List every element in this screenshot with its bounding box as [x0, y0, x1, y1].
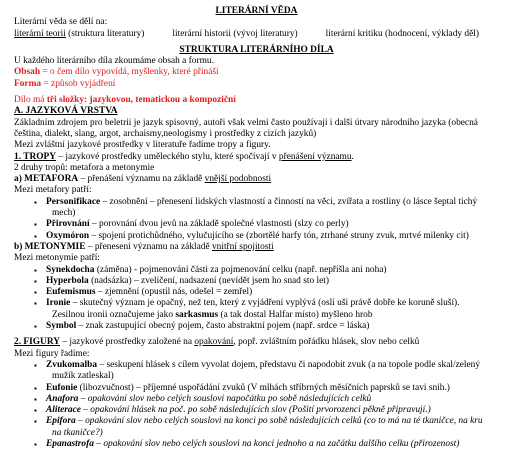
metonymie-heading: b) METONYMIE – přenesení významu na základě vnitřní spojitosti [14, 241, 274, 252]
list-item: ▪ Synekdocha (záměna) - pojmenování části za pojmenování celku (např. nepřišla ani noha) [38, 265, 499, 276]
figury-heading-line: 2. FIGURY – jazykové prostředky založené na opakování, popř. zvláštním pořádku hlásek, slov nebo celků [14, 337, 420, 348]
intro-text: Literární věda se dělí na: [14, 17, 108, 28]
figury-sub: Mezi figury řadíme: [14, 348, 90, 359]
section-a-heading: A. JAZYKOVÁ VRSTVA [14, 106, 118, 117]
branches-row [14, 29, 499, 40]
list-item: ▪ Anafora – opakování slov nebo celých souslovi napočátku po sobě následujících celků [38, 394, 499, 405]
list-item: ▪ Epifora – opakování slov nebo celých souslovi na konci po sobě následujících celků (co to má na té tkaničce, na kru [38, 416, 499, 427]
branch-history: literární historii (vývoj literatury) [172, 28, 298, 39]
document-title: LITERÁRNÍ VĚDA [215, 6, 298, 16]
list-item: ▪ Eufonie (libozvučnost) – příjemné uspořádání zvuků (V mlhách stříbrných měsíčních paprsků se tavi snih.) [38, 383, 499, 394]
ironie-continued: Zesilnou ironii označujeme jako sarkasmus (a tak dostal Halfar místo) myšleno hrob [52, 309, 373, 320]
list-item: ▪ Epanastrofa – opakování slov nebo celých souslovi na konci jednoho a na začátku dalšího celku (přirozenost) [38, 439, 499, 450]
list-item: ▪ Přirovnání – porovnání dvou jevů na základě společné vlastnosti (slzy co perly) [38, 219, 499, 230]
layers-line: Dílo má tři složky: jazykovou, tematickou a kompoziční [14, 95, 236, 106]
branch-criticism: literární kritiku (hodnocení, výklady děl) [325, 28, 479, 39]
personifikace-continued: mech) [52, 208, 76, 219]
list-item: ▪ Eufemismus – zjemnění (opustil nás, odešel = zemřel) [38, 287, 499, 298]
metonymie-list [14, 265, 499, 310]
metonymie-sub: Mezi metonymie patří: [14, 253, 100, 264]
list-item: ▪ Hyperbola (nadsázka) – zveličení, nadsazení (nevídět jsem ho snad sto let) [38, 276, 499, 287]
list-item: ▪ Zvukomalba – seskupení hlásek s cílem vyvolat dojem, představu či napodobit zvuk (a na topole podle skal/zelený [38, 360, 499, 371]
structure-intro: U každého literárního díla zkoumáme obsah a formu. [14, 56, 214, 67]
list-item: ▪ Symbol – znak zastupující obecný pojem, často abstraktní pojem (např. srdce = láska) [38, 321, 499, 332]
metafora-sub: Mezi metafory patří: [14, 185, 92, 196]
structure-title: STRUKTURA LITERÁRNÍHO DÍLA [179, 44, 334, 55]
section-a-paragraph-2: čeština, dialekt, slang, argot, archaismy,neologismy i prostředky z cizích jazyků) [14, 128, 317, 139]
tropy-kinds: 2 druhy tropů: metafora a metonymie [14, 162, 155, 173]
figury-list [14, 360, 499, 371]
zvukomalba-continued: mužík zatleskal) [52, 371, 114, 382]
list-item: ▪ Personifikace – zosobnění – přenesení lidských vlastností a činností na věci, zvířata a rostliny (o lásce šeptal tichý [38, 197, 499, 208]
branch-theory: literární teorii (struktura literatury) [14, 28, 145, 39]
list-item: ▪ Oxymóron – spojení protichůdného, vylučujícího se (zbortělé harfy tón, ztrhané struny zvuk, mrtvé milenky cit) [38, 231, 499, 242]
epifora-continued: na tkaničce?) [52, 427, 103, 438]
list-item: ▪ Ironie – skutečný význam je opačný, než ten, který z vyjádření vyplývá (oslí uši právě dobře ke koruně sluší). [38, 298, 499, 309]
forma-line: Forma = způsob vyjádření [14, 78, 116, 89]
tropy-heading-line: 1. TROPY – jazykové prostředky uměleckého stylu, které spočívají v přenášení významu. [14, 151, 354, 162]
section-a-paragraph-3: Mezi zvláštní jazykové prostředky v literatuře řadíme tropy a figury. [14, 140, 271, 151]
obsah-line: Obsah = o čem dílo vypovídá, myšlenky, které přináší [14, 67, 219, 78]
list-item: ▪ Aliterace – opakování hlásek na poč. po sobě následujících slov (Pošití prvorozenci pěkně připravují.) [38, 405, 499, 416]
metafora-heading: a) METAFORA – přenášení významu na základě vnější podobnosti [14, 174, 272, 185]
section-a-paragraph-1: Základním zdrojem pro beletrii je jazyk spisovný, autoři však velmi často používají i další útvary národního jazyka (obecná [14, 117, 478, 128]
metafora-list [14, 197, 499, 208]
